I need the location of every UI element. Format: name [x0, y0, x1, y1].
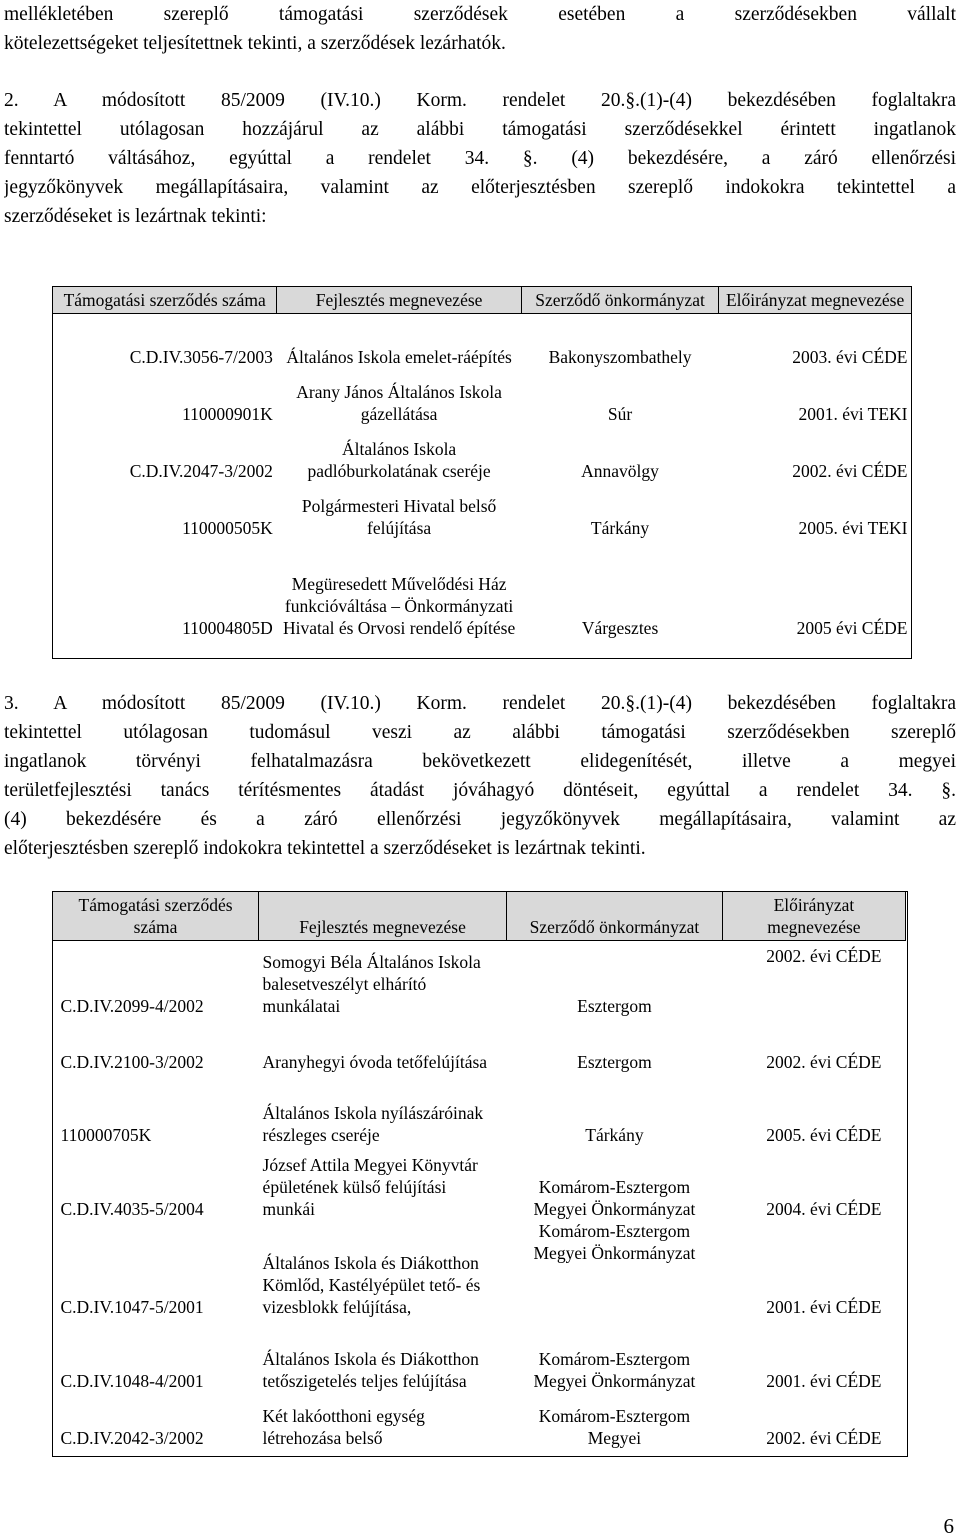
- cell-municipality: Komárom-Esztergom Megyei Önkormányzat: [533, 1348, 696, 1391]
- cell-development-name: Két lakóotthoni egység létrehozása belső: [262, 1405, 425, 1448]
- text-line: 2. A módosított 85/2009 (IV.10.) Korm. rendelet 20.§.(1)-(4) bekezdésében foglaltakra: [4, 90, 956, 111]
- table-row: [53, 1017, 906, 1073]
- cell-appropriation: 2001. évi CÉDE: [766, 1370, 882, 1391]
- table-row: [53, 539, 912, 639]
- contracts-table-2: [52, 891, 906, 1449]
- header-development-name: Fejlesztés megnevezése: [259, 892, 507, 941]
- cell-contract-number: C.D.IV.1047-5/2001: [60, 1296, 204, 1317]
- header-appropriation: Előirányzat megnevezése: [719, 287, 912, 314]
- cell-municipality: Bakonyszombathely: [548, 346, 692, 367]
- text-line: 3. A módosított 85/2009 (IV.10.) Korm. rendelet 20.§.(1)-(4) bekezdésében foglaltakra: [4, 693, 956, 714]
- header-development-name: Fejlesztés megnevezése: [277, 287, 522, 314]
- cell-development-name: Aranyhegyi óvoda tetőfelújítása: [262, 1051, 488, 1072]
- cell-development-name: Általános Iskola nyílászáróinak részleges cseréje: [262, 1102, 484, 1145]
- cell-contract-number: C.D.IV.2047-3/2002: [129, 460, 273, 481]
- table-row: [53, 1220, 906, 1318]
- cell-contract-number: 110004805D: [182, 617, 273, 638]
- table-header-row: [53, 287, 912, 314]
- cell-appropriation: 2004. évi CÉDE: [766, 1198, 882, 1219]
- cell-appropriation: 2005. évi CÉDE: [766, 1124, 882, 1145]
- cell-appropriation: 2005. évi TEKI: [798, 517, 908, 538]
- cell-municipality: Súr: [607, 403, 633, 424]
- cell-appropriation: 2001. évi CÉDE: [766, 1296, 882, 1317]
- text-line: tekintettel utólagosan tudomásul veszi az alábbi támogatási szerződésekben szereplő: [4, 722, 956, 743]
- cell-municipality: Esztergom: [577, 1051, 652, 1072]
- text-line: kötelezettségeket teljesítettnek tekinti, a szerződések lezárhatók.: [4, 33, 506, 54]
- header-appropriation: Előirányzat megnevezése: [722, 892, 905, 941]
- text-line: tekintettel utólagosan hozzájárul az alábbi támogatási szerződésekkel érintett ingatlanok: [4, 119, 956, 140]
- table-row: [53, 1318, 906, 1392]
- cell-development-name: Polgármesteri Hivatal belső felújítása: [301, 495, 497, 538]
- cell-development-name: József Attila Megyei Könyvtár épületének külső felújítási munkái: [262, 1154, 478, 1219]
- table-row: [53, 425, 912, 482]
- header-contract-number: Támogatási szerződés száma: [53, 892, 259, 941]
- text-line: szerződéseket is lezártnak tekinti:: [4, 206, 267, 227]
- cell-municipality: Tárkány: [585, 1124, 644, 1145]
- cell-development-name: Somogyi Béla Általános Iskola balesetveszélyt elhárító munkálatai: [262, 951, 481, 1016]
- contracts-table-1: [52, 286, 912, 639]
- paragraph-2: [4, 86, 956, 231]
- table-row: [53, 482, 912, 539]
- text-line: jegyzőkönyvek megállapításaira, valamint az előterjesztésben szereplő indokokra tekintettel a: [4, 177, 956, 198]
- cell-development-name: Arany János Általános Iskola gázellátása: [296, 381, 502, 424]
- header-municipality: Szerződő önkormányzat: [521, 287, 718, 314]
- cell-contract-number: C.D.IV.2100-3/2002: [60, 1051, 204, 1072]
- text-line: ingatlanok törvényi felhatalmazásra bekövetkezett elidegenítését, illetve a megyei: [4, 751, 956, 772]
- cell-contract-number: 110000505K: [182, 517, 273, 538]
- table-row: [53, 1146, 906, 1220]
- header-municipality: Szerződő önkormányzat: [507, 892, 723, 941]
- cell-appropriation: 2002. évi CÉDE: [792, 460, 908, 481]
- cell-contract-number: 110000901K: [182, 403, 273, 424]
- table-row: [53, 1073, 906, 1146]
- cell-development-name: Általános Iskola padlóburkolatának cseréje: [307, 438, 491, 481]
- paragraph-1: [4, 0, 956, 58]
- cell-appropriation: 2001. évi TEKI: [798, 403, 908, 424]
- table-row: [53, 368, 912, 425]
- page-number: 6: [943, 1514, 954, 1538]
- text-line: területfejlesztési tanács térítésmentes átadást jóváhagyó döntéseit, egyúttal a rendelet 34. §.: [4, 780, 956, 801]
- cell-municipality: Tárkány: [590, 517, 650, 538]
- cell-municipality: Komárom-Esztergom Megyei: [538, 1405, 691, 1448]
- cell-municipality: Komárom-Esztergom Megyei Önkormányzat: [533, 1220, 696, 1263]
- text-line: fenntartó váltásához, egyúttal a rendelet 34. §. (4) bekezdésére, a záró ellenőrzési: [4, 148, 956, 169]
- table-row: [53, 1392, 906, 1449]
- cell-development-name: Általános Iskola és Diákotthon Kömlőd, Kastélyépület tető- és vizesblokk felújítása,: [262, 1252, 481, 1317]
- header-contract-number: Támogatási szerződés száma: [53, 287, 277, 314]
- cell-development-name: Általános Iskola és Diákotthon tetőszigetelés teljes felújítása: [262, 1348, 479, 1391]
- paragraph-3: [4, 689, 956, 863]
- cell-contract-number: C.D.IV.2099-4/2002: [60, 995, 204, 1016]
- cell-appropriation: 2002. évi CÉDE: [766, 1427, 882, 1448]
- cell-municipality: Várgesztes: [581, 617, 659, 638]
- cell-municipality: Esztergom: [577, 995, 652, 1016]
- cell-development-name: Általános Iskola emelet-ráépítés: [286, 346, 512, 367]
- table-row: [53, 941, 906, 1017]
- table-row: [53, 314, 912, 368]
- cell-contract-number: C.D.IV.4035-5/2004: [60, 1198, 204, 1219]
- cell-appropriation: 2003. évi CÉDE: [792, 346, 908, 367]
- table-header-row: [53, 892, 906, 941]
- text-line: (4) bekezdésére és a záró ellenőrzési jegyzőkönyvek megállapításaira, valamint az: [4, 809, 956, 830]
- cell-municipality: Komárom-Esztergom Megyei Önkormányzat: [533, 1176, 696, 1219]
- cell-appropriation: 2005 évi CÉDE: [796, 617, 908, 638]
- text-line: előterjesztésben szereplő indokokra tekintettel a szerződéseket is lezártnak tekinti.: [4, 838, 646, 859]
- cell-appropriation: 2002. évi CÉDE: [766, 1051, 882, 1072]
- cell-contract-number: C.D.IV.2042-3/2002: [60, 1427, 204, 1448]
- cell-municipality: Annavölgy: [581, 460, 659, 481]
- cell-contract-number: C.D.IV.3056-7/2003: [129, 346, 273, 367]
- cell-contract-number: C.D.IV.1048-4/2001: [60, 1370, 204, 1391]
- cell-development-name: Megüresedett Művelődési Ház funkcióváltása – Önkormányzati Hivatal és Orvosi rendelő építése: [282, 573, 516, 638]
- cell-appropriation: 2002. évi CÉDE: [766, 946, 882, 966]
- cell-contract-number: 110000705K: [60, 1124, 152, 1145]
- text-line: mellékletében szereplő támogatási szerződések esetében a szerződésekben vállalt: [4, 4, 956, 25]
